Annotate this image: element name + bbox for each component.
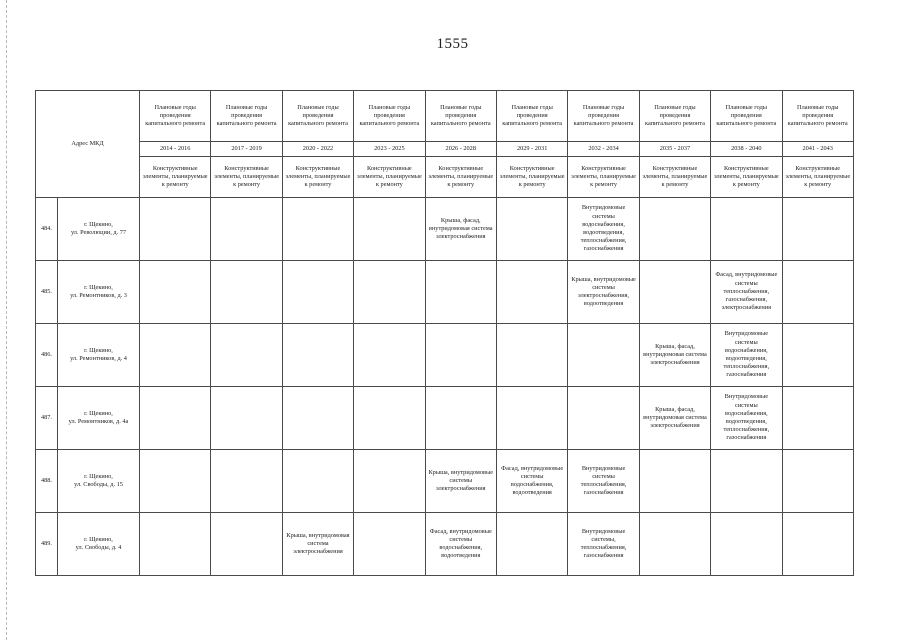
table-row	[36, 387, 854, 450]
address-line: ул. Свободы, д. 15	[74, 481, 123, 488]
work-cell	[211, 198, 282, 261]
planned-years-header: Плановые годы проведения капитального ремонта	[782, 91, 853, 142]
work-cell	[282, 450, 353, 513]
work-cell	[140, 324, 211, 387]
work-cell	[140, 261, 211, 324]
work-cell	[354, 324, 425, 387]
work-cell: Крыша, фасад, внутридомовая система электроснабжения	[639, 324, 710, 387]
work-cell: Внутридомовые системы водоснабжения, водоотведения, теплоснабжения, газоснабжения	[711, 324, 782, 387]
period-header: 2029 - 2031	[496, 142, 567, 157]
period-header: 2041 - 2043	[782, 142, 853, 157]
work-cell: Фасад, внутридомовые системы теплоснабжения, газоснабжения, электроснабжения	[711, 261, 782, 324]
header-row-planned	[36, 91, 854, 142]
work-cell: Внутридомовые системы, теплоснабжения, газоснабжения	[568, 513, 639, 576]
address-header: Адрес МКД	[36, 91, 140, 198]
work-cell	[496, 261, 567, 324]
planned-years-header: Плановые годы проведения капитального ремонта	[639, 91, 710, 142]
work-cell	[282, 261, 353, 324]
address-line: г. Щекино,	[84, 535, 113, 543]
page-number: 1555	[436, 36, 469, 52]
work-cell	[639, 261, 710, 324]
address-line: ул. Ремонтников, д. 4а	[68, 418, 129, 425]
work-cell	[140, 513, 211, 576]
work-cell	[425, 387, 496, 450]
planned-years-header: Плановые годы проведения капитального ремонта	[282, 91, 353, 142]
planned-years-header: Плановые годы проведения капитального ремонта	[711, 91, 782, 142]
row-address	[58, 261, 140, 324]
work-cell: Фасад, внутридомовые системы водоснабжения, водоотведения	[496, 450, 567, 513]
row-address	[58, 324, 140, 387]
work-cell	[711, 198, 782, 261]
row-number: 487.	[36, 387, 58, 450]
table-row	[36, 450, 854, 513]
work-cell	[354, 513, 425, 576]
work-cell: Крыша, внутридомовые системы электроснабжения, водоотведения	[568, 261, 639, 324]
address-line: г. Щекино,	[84, 220, 113, 228]
work-cell	[354, 261, 425, 324]
work-cell: Внутридомовые системы водоснабжения, водоотведения, теплоснабжения, газоснабжения	[711, 387, 782, 450]
work-cell	[140, 450, 211, 513]
work-cell	[140, 387, 211, 450]
row-address	[58, 387, 140, 450]
work-cell	[782, 513, 853, 576]
work-cell	[282, 198, 353, 261]
elements-header: Конструктивные элементы, планируемые к ремонту	[140, 157, 211, 198]
elements-header: Конструктивные элементы, планируемые к ремонту	[639, 157, 710, 198]
work-cell	[496, 513, 567, 576]
work-cell: Крыша, фасад, внутридомовая система электроснабжения	[639, 387, 710, 450]
work-cell	[568, 324, 639, 387]
work-cell: Крыша, внутридомовые системы электроснабжения	[425, 450, 496, 513]
elements-header: Конструктивные элементы, планируемые к ремонту	[711, 157, 782, 198]
address-line: ул. Ремонтников, д. 3	[70, 292, 127, 299]
row-number: 489.	[36, 513, 58, 576]
period-header: 2026 - 2028	[425, 142, 496, 157]
planned-years-header: Плановые годы проведения капитального ремонта	[496, 91, 567, 142]
work-cell	[782, 387, 853, 450]
address-line: г. Щекино,	[84, 409, 113, 417]
address-line: г. Щекино,	[84, 346, 113, 354]
work-cell	[211, 513, 282, 576]
work-cell	[140, 198, 211, 261]
work-cell: Внутридомовые системы водоснабжения, водоотведения, теплоснабжения, газоснабжения	[568, 198, 639, 261]
planned-years-header: Плановые годы проведения капитального ремонта	[140, 91, 211, 142]
work-cell	[639, 513, 710, 576]
work-cell: Крыша, внутридомовая система электроснабжения	[282, 513, 353, 576]
period-header: 2023 - 2025	[354, 142, 425, 157]
work-cell	[282, 324, 353, 387]
work-cell: Фасад, внутридомовые системы водоснабжения, водоотведения	[425, 513, 496, 576]
address-line: г. Щекино,	[84, 472, 113, 480]
row-number: 484.	[36, 198, 58, 261]
planned-years-header: Плановые годы проведения капитального ремонта	[425, 91, 496, 142]
work-cell	[211, 387, 282, 450]
work-cell	[354, 450, 425, 513]
address-line: ул. Свободы, д. 4	[75, 544, 122, 551]
work-cell	[496, 198, 567, 261]
elements-header: Конструктивные элементы, планируемые к ремонту	[354, 157, 425, 198]
period-header: 2017 - 2019	[211, 142, 282, 157]
table-row	[36, 513, 854, 576]
planned-years-header: Плановые годы проведения капитального ремонта	[568, 91, 639, 142]
period-header: 2038 - 2040	[711, 142, 782, 157]
work-cell	[496, 387, 567, 450]
work-cell	[639, 450, 710, 513]
row-number: 486.	[36, 324, 58, 387]
work-cell	[211, 324, 282, 387]
work-cell	[354, 387, 425, 450]
work-cell	[782, 324, 853, 387]
elements-header: Конструктивные элементы, планируемые к ремонту	[211, 157, 282, 198]
work-cell	[496, 324, 567, 387]
elements-header: Конструктивные элементы, планируемые к ремонту	[568, 157, 639, 198]
table-row	[36, 324, 854, 387]
work-cell	[782, 450, 853, 513]
header-row-periods	[36, 142, 854, 157]
elements-header: Конструктивные элементы, планируемые к ремонту	[782, 157, 853, 198]
work-cell: Внутридомовые системы теплоснабжения, газоснабжения	[568, 450, 639, 513]
elements-header: Конструктивные элементы, планируемые к ремонту	[425, 157, 496, 198]
period-header: 2020 - 2022	[282, 142, 353, 157]
work-cell	[425, 261, 496, 324]
period-header: 2035 - 2037	[639, 142, 710, 157]
row-address	[58, 450, 140, 513]
row-address	[58, 198, 140, 261]
table-row	[36, 198, 854, 261]
period-header: 2014 - 2016	[140, 142, 211, 157]
work-cell	[282, 387, 353, 450]
work-cell	[354, 198, 425, 261]
repair-schedule-table	[35, 90, 854, 576]
work-cell	[711, 450, 782, 513]
row-address	[58, 513, 140, 576]
table-row	[36, 261, 854, 324]
planned-years-header: Плановые годы проведения капитального ремонта	[211, 91, 282, 142]
elements-header: Конструктивные элементы, планируемые к ремонту	[282, 157, 353, 198]
header-row-elements	[36, 157, 854, 198]
work-cell	[211, 261, 282, 324]
work-cell	[425, 324, 496, 387]
period-header: 2032 - 2034	[568, 142, 639, 157]
address-line: ул. Революции, д. 77	[70, 229, 127, 236]
work-cell	[711, 513, 782, 576]
elements-header: Конструктивные элементы, планируемые к ремонту	[496, 157, 567, 198]
work-cell	[211, 450, 282, 513]
address-line: ул. Ремонтников, д. 4	[70, 355, 127, 362]
page-margin-rule	[6, 0, 7, 640]
work-cell	[782, 261, 853, 324]
work-cell	[568, 387, 639, 450]
work-cell	[639, 198, 710, 261]
planned-years-header: Плановые годы проведения капитального ремонта	[354, 91, 425, 142]
work-cell	[782, 198, 853, 261]
address-line: г. Щекино,	[84, 283, 113, 291]
work-cell: Крыша, фасад, внутридомовая система электроснабжения	[425, 198, 496, 261]
row-number: 485.	[36, 261, 58, 324]
row-number: 488.	[36, 450, 58, 513]
